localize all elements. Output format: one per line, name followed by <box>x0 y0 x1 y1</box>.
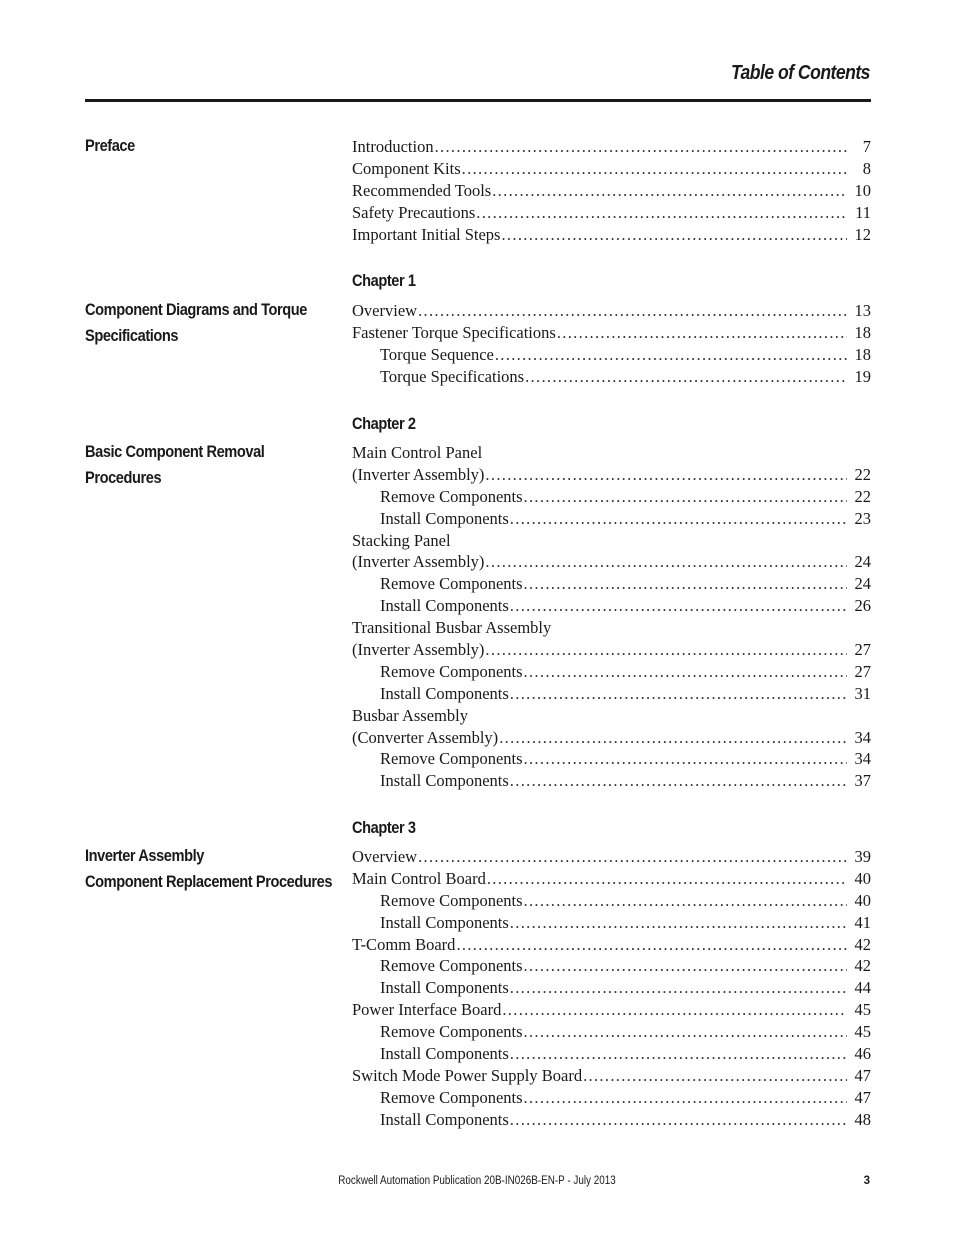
toc-page-number: 31 <box>854 683 871 703</box>
toc-entry[interactable] <box>352 344 871 366</box>
toc-entry <box>352 530 871 552</box>
toc-entry-text: Safety Precautions <box>352 202 476 222</box>
toc-entry-text: (Converter Assembly) <box>352 727 499 747</box>
toc-page-number: 40 <box>854 868 871 888</box>
toc-entry[interactable] <box>352 955 871 977</box>
toc-entry-text: Install Components <box>380 683 509 703</box>
toc-entry[interactable] <box>352 1043 871 1065</box>
toc-page-number: 42 <box>854 956 871 976</box>
toc-entry-text: Remove Components <box>380 749 523 769</box>
toc-entry[interactable] <box>352 158 871 180</box>
toc-page-number: 34 <box>854 749 871 769</box>
toc-entry-text: Install Components <box>380 912 509 932</box>
toc-entry[interactable] <box>352 366 871 388</box>
toc-page-number: 23 <box>854 508 871 528</box>
dot-leader <box>485 464 847 486</box>
toc-entry <box>352 705 871 727</box>
toc-entry-text: Remove Components <box>380 661 523 681</box>
toc-page-number: 19 <box>854 366 871 386</box>
toc-entry-text: Main Control Panel <box>352 443 483 462</box>
dot-leader <box>525 366 847 388</box>
toc-entry[interactable] <box>352 322 871 344</box>
dot-leader <box>557 322 847 344</box>
footer-page-number: 3 <box>863 1175 870 1187</box>
toc-entry[interactable] <box>352 661 871 683</box>
toc-page-number: 48 <box>854 1109 871 1129</box>
dot-leader <box>510 977 847 999</box>
dot-leader <box>510 1109 847 1131</box>
dot-leader <box>524 890 847 912</box>
toc-page-number: 22 <box>854 486 871 506</box>
dot-leader <box>502 999 847 1021</box>
toc-entry-text: Transitional Busbar Assembly <box>352 618 552 638</box>
toc-entry[interactable] <box>352 770 871 792</box>
dot-leader <box>495 344 847 366</box>
dot-leader <box>524 486 847 508</box>
dot-leader <box>524 955 847 977</box>
toc-page-number: 24 <box>854 552 871 572</box>
toc-entry-text: Install Components <box>380 596 509 616</box>
dot-leader <box>487 868 847 890</box>
toc-page-number: 7 <box>862 137 871 156</box>
toc-page-number: 11 <box>855 202 871 222</box>
toc-entry-text: Install Components <box>380 1044 509 1064</box>
toc-page-number: 42 <box>854 934 871 954</box>
toc-entry[interactable] <box>352 1109 871 1131</box>
section-title-line: Preface <box>85 136 135 155</box>
toc-entry-text: Overview <box>352 301 418 320</box>
toc-entry-text: Remove Components <box>380 486 523 506</box>
toc-entry-text: Overview <box>352 847 418 866</box>
toc-entry-text: Power Interface Board <box>352 1000 502 1020</box>
dot-leader <box>510 912 847 934</box>
dot-leader <box>524 573 847 595</box>
toc-entry-text: Install Components <box>380 1109 509 1129</box>
toc-entry-text: Stacking Panel <box>352 530 451 550</box>
toc-entry-text: Remove Components <box>380 890 523 910</box>
dot-leader <box>485 551 847 573</box>
toc-entry-text: Install Components <box>380 978 509 998</box>
toc-entry-text: Torque Specifications <box>380 366 525 386</box>
toc-page-number: 22 <box>854 464 871 484</box>
toc-entry-text: Install Components <box>380 771 509 791</box>
toc-page-number: 18 <box>854 344 871 364</box>
toc-entry[interactable] <box>352 508 871 530</box>
toc-entry[interactable] <box>352 224 871 246</box>
toc-page-number: 12 <box>854 224 871 244</box>
chapter-1-title <box>85 297 308 349</box>
toc-page-number: 45 <box>854 1000 871 1020</box>
toc-page-number: 34 <box>854 727 871 747</box>
chapter-2-title <box>85 439 304 491</box>
toc-entry[interactable] <box>352 1021 871 1043</box>
toc-entry-text: (Inverter Assembly) <box>352 464 485 484</box>
toc-entry[interactable] <box>352 912 871 934</box>
toc-entry-text: Remove Components <box>380 1087 523 1107</box>
toc-page-number: 45 <box>854 1022 871 1042</box>
dot-leader <box>462 158 847 180</box>
toc-entry-text: Remove Components <box>380 1022 523 1042</box>
toc-entry-text: Introduction <box>352 137 434 156</box>
toc-entry-text: Busbar Assembly <box>352 705 468 725</box>
toc-entry[interactable] <box>352 846 871 868</box>
toc-entry[interactable] <box>352 890 871 912</box>
section-title-line: Procedures <box>85 468 162 487</box>
toc-page-number: 13 <box>854 301 871 320</box>
chapter-3-toc-list <box>352 846 871 1131</box>
toc-entry-text: (Inverter Assembly) <box>352 640 485 660</box>
toc-page-number: 18 <box>854 322 871 342</box>
dot-leader <box>510 770 847 792</box>
dot-leader <box>485 639 847 661</box>
toc-page-number: 39 <box>854 847 871 866</box>
toc-entry[interactable] <box>352 727 871 749</box>
preface-section-title <box>85 133 304 159</box>
dot-leader <box>524 1021 847 1043</box>
toc-entry[interactable] <box>352 486 871 508</box>
dot-leader <box>510 508 847 530</box>
toc-entry[interactable] <box>352 683 871 705</box>
dot-leader <box>499 727 847 749</box>
chapter-1-toc-list <box>352 300 871 388</box>
dot-leader <box>476 202 847 224</box>
toc-entry[interactable] <box>352 551 871 573</box>
dot-leader <box>524 748 847 770</box>
dot-leader <box>510 683 847 705</box>
toc-entry[interactable] <box>352 868 871 890</box>
chapter-2-toc-list <box>352 442 871 792</box>
toc-entry-text: Recommended Tools <box>352 180 492 200</box>
toc-entry[interactable] <box>352 748 871 770</box>
toc-entry[interactable] <box>352 300 871 322</box>
toc-entry-text: Fastener Torque Specifications <box>352 322 556 342</box>
toc-entry[interactable] <box>352 180 871 202</box>
toc-page-number: 46 <box>854 1044 871 1064</box>
toc-entry-text: Install Components <box>380 508 509 528</box>
toc-entry[interactable] <box>352 934 871 956</box>
dot-leader <box>492 180 847 202</box>
section-title-line: Basic Component Removal <box>85 442 265 461</box>
toc-entry-text: Important Initial Steps <box>352 224 501 244</box>
toc-entry-text: Torque Sequence <box>380 344 494 364</box>
toc-entry[interactable] <box>352 999 871 1021</box>
section-title-line: Inverter Assembly <box>85 846 204 865</box>
title-divider <box>85 99 871 102</box>
dot-leader <box>456 934 847 956</box>
toc-entry[interactable] <box>352 1087 871 1109</box>
chapter-3-title <box>85 843 333 895</box>
dot-leader <box>510 1043 847 1065</box>
toc-page-number: 8 <box>862 158 871 178</box>
toc-entry-text: Component Kits <box>352 158 461 178</box>
toc-page-number: 24 <box>854 574 871 594</box>
toc-page-number: 10 <box>854 180 871 200</box>
toc-entry-text: Remove Components <box>380 574 523 594</box>
toc-entry[interactable] <box>352 136 871 158</box>
chapter-1-label: Chapter 1 <box>352 271 416 290</box>
toc-entry <box>352 442 871 464</box>
toc-entry[interactable] <box>352 573 871 595</box>
toc-page-number: 37 <box>854 771 871 791</box>
footer-publication: Rockwell Automation Publication 20B-IN026B-EN-P - July 2013 <box>338 1175 616 1187</box>
section-title-line: Specifications <box>85 326 179 345</box>
toc-entry[interactable] <box>352 464 871 486</box>
toc-entry[interactable] <box>352 639 871 661</box>
toc-page-number: 44 <box>854 978 871 998</box>
chapter-3-label: Chapter 3 <box>352 818 416 837</box>
toc-page-number: 41 <box>854 912 871 932</box>
chapter-2-label: Chapter 2 <box>352 414 416 433</box>
dot-leader <box>583 1065 847 1087</box>
toc-page-number: 47 <box>854 1065 871 1085</box>
page-title: Table of Contents <box>731 62 870 84</box>
toc-entry-text: Main Control Board <box>352 868 486 888</box>
preface-toc-list <box>352 136 871 245</box>
toc-entry <box>352 617 871 639</box>
toc-page-number: 27 <box>854 661 871 681</box>
dot-leader <box>524 661 847 683</box>
section-title-line: Component Diagrams and Torque <box>85 300 308 319</box>
toc-entry-text: T-Comm Board <box>352 934 456 954</box>
dot-leader <box>418 300 847 322</box>
toc-entry[interactable] <box>352 202 871 224</box>
toc-page-number: 40 <box>854 890 871 910</box>
toc-page-number: 47 <box>854 1087 871 1107</box>
toc-entry-text: Remove Components <box>380 956 523 976</box>
dot-leader <box>418 846 847 868</box>
toc-page-number: 27 <box>854 640 871 660</box>
toc-entry[interactable] <box>352 595 871 617</box>
toc-entry-text: Switch Mode Power Supply Board <box>352 1065 583 1085</box>
toc-entry[interactable] <box>352 977 871 999</box>
dot-leader <box>510 595 847 617</box>
dot-leader <box>435 136 847 158</box>
toc-entry[interactable] <box>352 1065 871 1087</box>
section-title-line: Component Replacement Procedures <box>85 872 333 891</box>
toc-page-number: 26 <box>854 596 871 616</box>
dot-leader <box>524 1087 847 1109</box>
dot-leader <box>501 224 847 246</box>
toc-entry-text: (Inverter Assembly) <box>352 552 485 572</box>
